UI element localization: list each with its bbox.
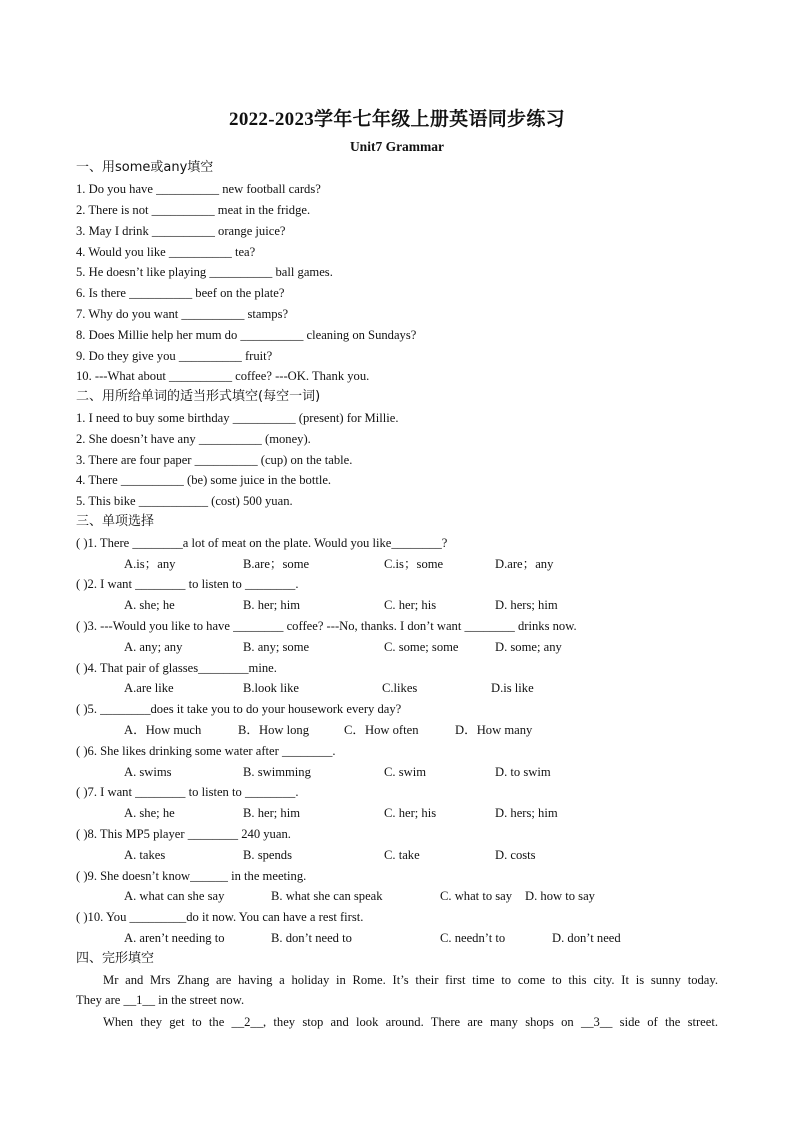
option-b: B.are；some [243,557,310,571]
option-c: C. swim [384,765,426,779]
exercise-item: 8. Does Millie help her mum do __________ cleaning on Sundays? [76,328,417,342]
question-stem: ( )6. She likes drinking some water after ________. [76,744,336,758]
exercise-item: 3. May I drink __________ orange juice? [76,224,286,238]
option-c: C．How often [344,723,419,737]
option-b: B.look like [243,681,299,695]
option-d: D. hers; him [495,598,558,612]
exercise-item: 4. Would you like __________ tea? [76,245,256,259]
option-d: D. some; any [495,640,562,654]
option-a: A. she; he [124,806,175,820]
exercise-item: 9. Do they give you __________ fruit? [76,349,273,363]
option-c: C. what to say [440,889,513,903]
option-b: B. her; him [243,598,301,612]
option-b: B. swimming [243,765,311,779]
exercise-item: 4. There __________ (be) some juice in the bottle. [76,473,332,487]
option-c: C. some; some [384,640,459,654]
section-heading: 四、完形填空 [76,951,155,966]
option-d: D. to swim [495,765,551,779]
exercise-item: 5. He doesn’t like playing __________ ball games. [76,265,333,279]
cloze-paragraph-line: They are __1__ in the street now. [76,993,245,1007]
question-stem: ( )4. That pair of glasses________mine. [76,661,277,675]
exercise-item: 2. There is not __________ meat in the fridge. [76,203,311,217]
exercise-item: 10. ---What about __________ coffee? ---OK. Thank you. [76,369,370,383]
exercise-item: 6. Is there __________ beef on the plate? [76,286,285,300]
option-d: D．How many [455,723,533,737]
question-stem: ( )8. This MP5 player ________ 240 yuan. [76,827,291,841]
option-d: D.is like [491,681,534,695]
option-a: A.are like [124,681,174,695]
option-a: A. takes [124,848,166,862]
question-stem: ( )9. She doesn’t know______ in the meeting. [76,869,307,883]
option-c: C. needn’t to [440,931,506,945]
option-b: B. spends [243,848,292,862]
option-d: D. hers; him [495,806,558,820]
cloze-paragraph-line: Mr and Mrs Zhang are having a holiday in Rome. It’s their first time to come to this city. It is sunny today. [103,973,718,987]
option-d: D. how to say [525,889,595,903]
option-a: A.is；any [124,557,176,571]
option-a: A．How much [124,723,202,737]
option-b: B. don’t need to [271,931,352,945]
exercise-item: 2. She doesn’t have any __________ (money). [76,432,311,446]
page-subtitle: Unit7 Grammar [349,139,445,154]
question-stem: ( )5. ________does it take you to do your housework every day? [76,702,402,716]
option-b: B. her; him [243,806,301,820]
exercise-item: 7. Why do you want __________ stamps? [76,307,289,321]
cloze-paragraph-line: When they get to the __2__, they stop and look around. There are many shops on __3__ side of the street. [103,1015,718,1029]
question-stem: ( )3. ---Would you like to have ________ coffee? ---No, thanks. I don’t want ________ drinks now. [76,619,577,633]
option-b: B. any; some [243,640,310,654]
exercise-item: 3. There are four paper __________ (cup) on the table. [76,453,353,467]
option-a: A. what can she say [124,889,225,903]
option-d: D. don’t need [552,931,621,945]
option-a: A. she; he [124,598,175,612]
option-c: C.is；some [384,557,444,571]
option-b: B．How long [238,723,310,737]
section-heading: 三、单项选择 [76,514,155,529]
question-stem: ( )1. There ________a lot of meat on the plate. Would you like________? [76,536,448,550]
exercise-item: 1. I need to buy some birthday __________ (present) for Millie. [76,411,399,425]
option-b: B. what she can speak [271,889,383,903]
question-stem: ( )7. I want ________ to listen to ________. [76,785,299,799]
option-c: C.likes [382,681,418,695]
section-heading: 一、用some或any填空 [76,160,214,175]
option-d: D. costs [495,848,536,862]
option-c: C. take [384,848,420,862]
exercise-item: 1. Do you have __________ new football cards? [76,182,321,196]
option-d: D.are；any [495,557,554,571]
option-a: A. any; any [124,640,183,654]
question-stem: ( )10. You _________do it now. You can have a rest first. [76,910,364,924]
option-c: C. her; his [384,806,437,820]
section-heading: 二、用所给单词的适当形式填空(每空一词) [76,389,321,404]
option-a: A. swims [124,765,172,779]
exercise-item: 5. This bike ___________ (cost) 500 yuan. [76,494,293,508]
question-stem: ( )2. I want ________ to listen to ________. [76,577,299,591]
page-title: 2022-2023学年七年级上册英语同步练习 [229,109,565,130]
option-c: C. her; his [384,598,437,612]
option-a: A. aren’t needing to [124,931,225,945]
